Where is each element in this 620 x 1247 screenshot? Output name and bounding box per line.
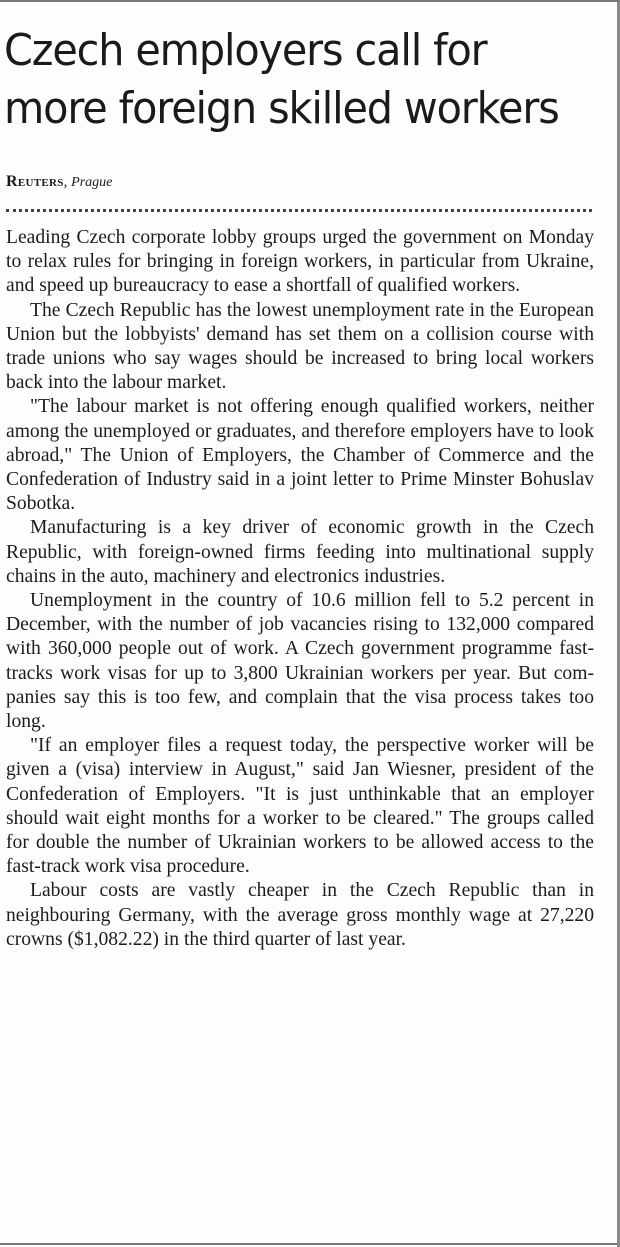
article-paragraph: Manufacturing is a key driver of economic growth in the Czech Republic, with foreign-owned firms feeding into multinational supply chains in the auto, machinery and electronics industries. [6,517,594,587]
article-paragraph: "The labour market is not offering enough qualified workers, neither among the unemployed or graduates, and therefore employers have to look abroad," The Union of Employers, the Chamber of Commerce and the Confederation of Industry said in a joint letter to Prime Minster Bohuslav Sobotka. [6,396,594,515]
article-paragraph: Leading Czech corporate lobby groups urged the government on Monday to relax rules for bringing in foreign workers, in particular from Ukraine, and speed up bureaucracy to ease a shortfall of qualified workers. [6,227,594,297]
article-body [6,226,594,952]
dotted-divider [6,209,592,212]
article-paragraph: "If an employer files a request today, the perspective worker will be given a (visa) interview in August," said Jan Wiesner, president of the Confederation of Employers. "It is just unthinkable that an employer should wait eight months for a worker to be cleared." The groups called for double the number of Ukrainian workers to be allowed access to the fast-track work visa procedure. [6,735,594,878]
byline-agency: Reuters [6,173,64,190]
article-paragraph: Unemployment in the country of 10.6 million fell to 5.2 percent in December, with the number of job vacancies rising to 132,000 compared with 360,000 people out of work. A Czech government programme fast-tracks work visas for up to 3,800 Ukrainian workers per year. But companies say this is too few, and complain that the visa process takes too long. [6,590,594,733]
article-paragraph: Labour costs are vastly cheaper in the Czech Republic than in neighbouring Germany, with the average gross monthly wage at 27,220 crowns ($1,082.22) in the third quarter of last year. [6,880,594,950]
article-headline: Czech employers call for more foreign skilled workers [4,25,559,134]
article-paragraph: The Czech Republic has the lowest unemployment rate in the European Union but the lobbyists' demand has set them on a collision course with trade unions who say wages should be increased to bring local workers back into the labour market. [6,299,594,394]
byline-location: Prague [71,175,113,190]
byline-separator: , [63,174,72,190]
article-byline [6,173,112,191]
